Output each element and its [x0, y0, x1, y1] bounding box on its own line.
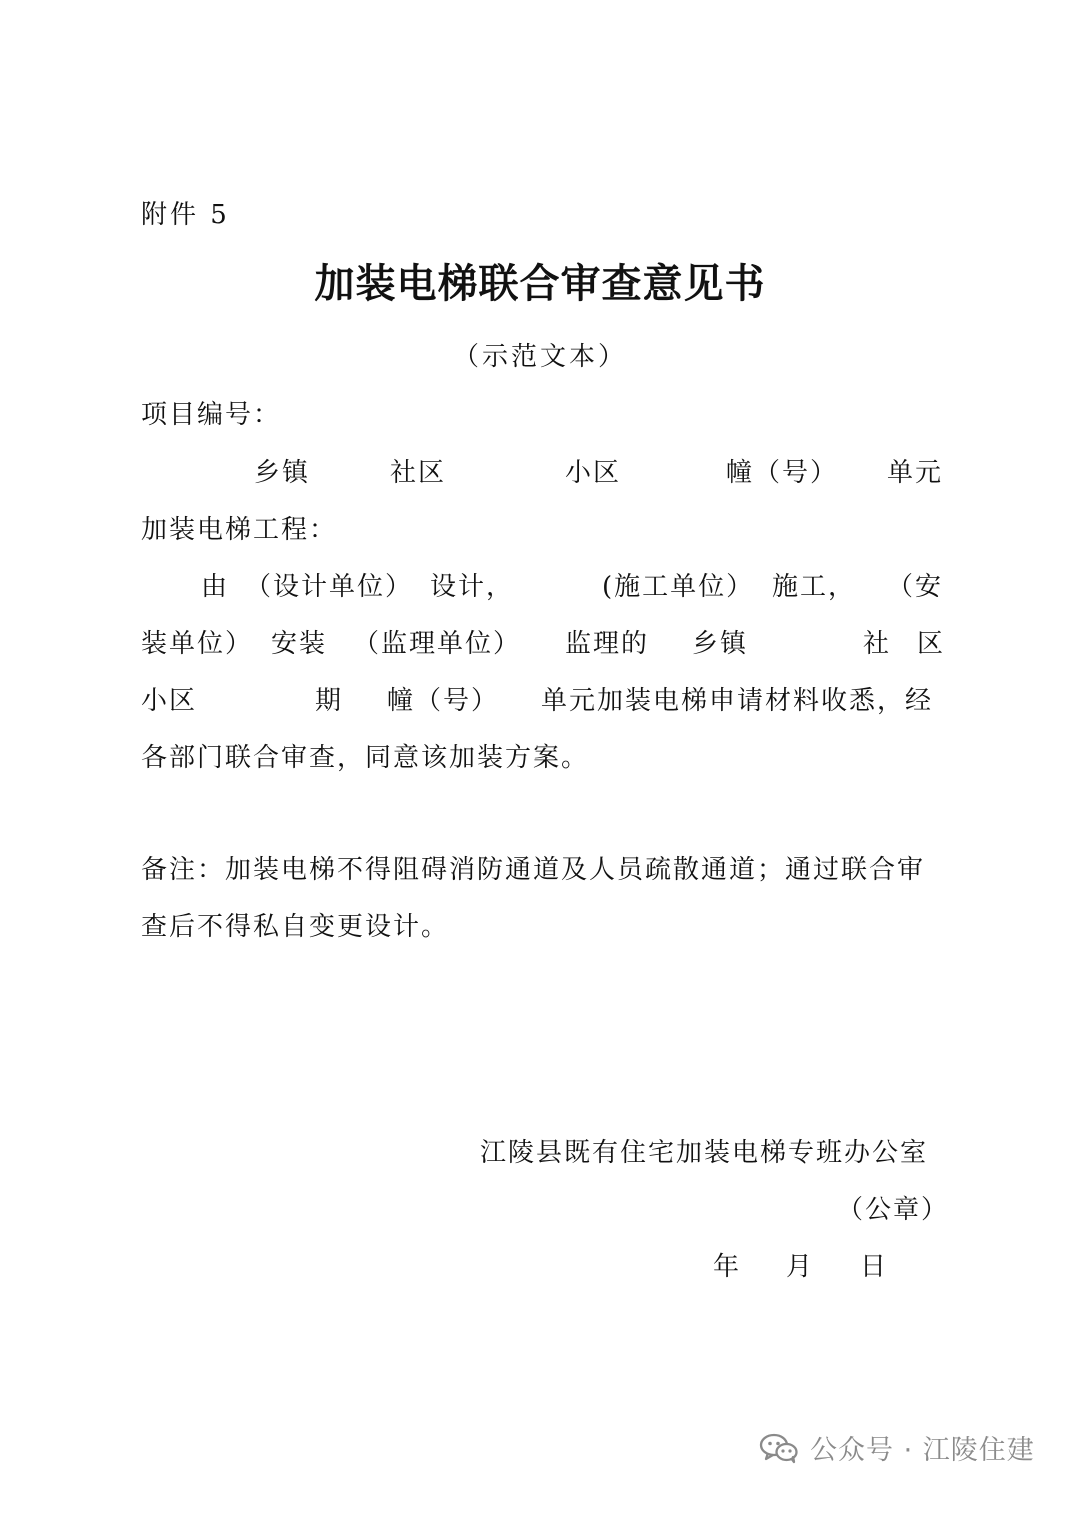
- paragraph-neighborhood: 小区: [141, 686, 198, 716]
- document-subtitle: （示范文本）: [452, 342, 627, 372]
- issuing-office: 江陵县既有住宅加装电梯专班办公室: [480, 1138, 929, 1168]
- note-line-1: 备注：加装电梯不得阻碍消防通道及人员疏散通道；通过联合审: [141, 855, 926, 885]
- paragraph-conclusion: 各部门联合审查，同意该加装方案。: [141, 743, 590, 773]
- constructed-text: 施工，: [772, 572, 857, 602]
- watermark-text: 公众号 · 江陵住建: [810, 1435, 1035, 1466]
- neighborhood-label: 小区: [565, 458, 622, 488]
- paragraph-she: 社: [863, 629, 892, 659]
- date-year: 年: [713, 1252, 742, 1282]
- document-title: 加装电梯联合审查意见书: [314, 261, 766, 307]
- project-number-label: 项目编号：: [141, 400, 282, 430]
- paragraph-building: 幢（号）: [387, 686, 500, 716]
- wechat-icon: [758, 1431, 800, 1465]
- unit-label: 单元: [887, 458, 944, 488]
- paragraph-qu: 区: [917, 629, 946, 659]
- paragraph-by: 由: [201, 572, 230, 602]
- install-open-paren: （安: [887, 572, 944, 602]
- paragraph-rest: 单元加装电梯申请材料收悉，经: [541, 686, 934, 716]
- official-seal-label: （公章）: [837, 1195, 950, 1225]
- community-label: 社区: [390, 458, 447, 488]
- install-unit-label: 装单位）: [141, 629, 254, 659]
- project-label: 加装电梯工程：: [141, 515, 338, 545]
- designed-text: 设计，: [430, 572, 515, 602]
- date-month: 月: [786, 1252, 815, 1282]
- paragraph-township: 乡镇: [692, 629, 749, 659]
- wechat-watermark: [758, 1428, 1035, 1467]
- note-line-2: 查后不得私自变更设计。: [141, 912, 450, 942]
- attachment-label: 附件 5: [141, 200, 230, 230]
- supervision-unit-label: （监理单位）: [353, 629, 522, 659]
- design-unit-label: （设计单位）: [245, 572, 414, 602]
- installed-text: 安装: [271, 629, 328, 659]
- supervised-text: 监理的: [565, 629, 650, 659]
- township-label: 乡镇: [254, 458, 311, 488]
- date-day: 日: [860, 1252, 889, 1282]
- construction-unit-label: (施工单位）: [602, 572, 755, 602]
- building-label: 幢（号）: [726, 458, 839, 488]
- paragraph-phase: 期: [315, 686, 344, 716]
